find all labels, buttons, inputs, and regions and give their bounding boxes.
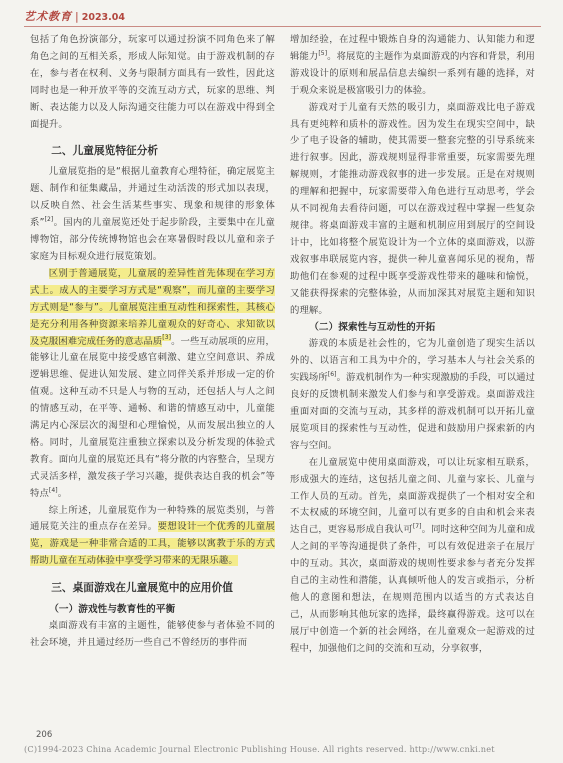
citation-ref: [6] [327, 371, 337, 379]
paragraph [290, 455, 535, 658]
journal-issue: 2023.04 [81, 12, 125, 23]
paragraph: 桌面游戏有丰富的主题性，能够使参与者体验不同的社会环境，并且通过经历一些自己不曾经历的事件而 [30, 620, 275, 649]
page-number: 206 [36, 730, 53, 740]
paragraph-text: 在儿童展览中使用桌面游戏，可以让玩家相互联系，形成强大的连结，这包括儿童之间、儿童与家长、儿童与工作人员的互动。首先，桌面游戏提供了一个相对安全和不太权威的环境空间，儿童可以有更多的自由和机会来表达自己，更容易形成自我认可 [290, 456, 535, 536]
paragraph: 游戏对于儿童有天然的吸引力，桌面游戏比电子游戏具有更纯粹和质朴的游戏性。因为发生在现实空间中，缺少了电子设备的辅助，使其需要一整套完整的引导系统来进行叙事。因此，游戏规则显得非常重要，玩家需要先理解规则，才能推动游戏叙事的进一步发展。正是在对规则的理解和把握中，玩家需要带入角色进行互动思考，学会从不同视角去看待问题，可以在游戏过程中掌握一些复杂规律。将桌面游戏丰富的主题和机制应用到展厅的空间设计中，比如将整个展览设计为一个立体的桌面游戏，以游戏叙事串联展览内容，提供一种儿童喜闻乐见的视角，帮助他们在参观的过程中既享受游戏性带来的趣味和愉悦，又能获得探索的完整体验，从而加深其对展览主题和知识的理解。 [290, 101, 535, 316]
paragraph: 包括了角色扮演部分，玩家可以通过扮演不同角色来了解角色之间的互相关系，形成人际知觉。由于游戏机制的存在，参与者在权利、义务与限制方面具有一致性，因此这同时也是一种开放平等的交流互动方式，玩家的思维、判断、表达能力以及人际沟通交往能力可以在游戏中得到全面提升。 [30, 34, 275, 130]
header-rule [24, 26, 541, 27]
paragraph [30, 164, 275, 265]
journal-brand: 艺术教育 [24, 10, 72, 23]
citation-ref: [7] [412, 523, 422, 531]
paragraph-text: 。国内的儿童展览还处于起步阶段，主要集中在儿童博物馆，部分传统博物馆也会在寒暑假时段以儿童和亲子家庭为目标观众进行展览策划。 [30, 217, 275, 262]
header-separator: | [75, 10, 79, 23]
right-column [290, 32, 535, 658]
paragraph-text: 儿童展览指的是“根据儿童教育心理特征，确定展览主题、制作和征集藏品，并通过生动活泼的形式加以表现，以反映自然、社会生活某些事实、现象和规律的形象体系” [30, 166, 275, 229]
paragraph-text: 。游戏机制作为一种实现激励的手段，可以通过良好的反馈机制来激发人们参与和享受游戏。桌面游戏注重面对面的交流与互动，其多样的游戏机制可以开拓儿童展览项目的探索性与互动性，促进和鼓励用户探索新的内容与空间。 [290, 372, 535, 451]
citation-ref: [2] [44, 216, 54, 224]
paragraph-text: 游戏的本质是社会性的，它为儿童创造了现实生活以外的、以语言和工具为中介的，学习基本人与社会关系的实践场所 [290, 338, 535, 384]
paragraph-text: 。一些互动展项的应用，能够让儿童在展览中接受感官刺激、建立空间意识、养成逻辑思维、促进认知发展、建立同伴关系并形成一定的价值观。这种互动不只是人与物的互动，还包括人与人之间的情感互动，在平等、通畅、和谐的情感互动中，儿童能满足内心深层次的渴望和心理愉悦，从而发展出独立的人格。同时，儿童展览注重独立探索以及分析发现的体验式教育。面向儿童的展览还具有“将分散的内容整合，呈现方式灵活多样，激发孩子学习兴趣，提供表达自我的机会”等特点 [30, 335, 275, 499]
paragraph [30, 503, 275, 571]
paragraph-text: 综上所述，儿童展览作为一种特殊的展览类别，与普通展览关注的重点存在差异。 [30, 504, 275, 533]
highlighted-text: 区别于普通展览，儿童展的差异性首先体现在学习方式上。成人的主要学习方式是“观察”，而儿童的主要学习方式则是“参与”。儿童展览注重互动性和探索性，其核心是充分利用各种资源来培养儿童观众的好奇心、求知欲以及克服困难完成任务的意志品质 [30, 267, 275, 347]
paragraph [290, 32, 535, 100]
section-heading: 二、儿童展览特征分析 [51, 145, 159, 158]
subsection-heading: （二）探索性与互动性的开拓 [309, 322, 436, 334]
highlighted-text: 要想设计一个优秀的儿童展览，游戏是一种非常合适的工具，能够以寓教于乐的方式帮助儿童在互动体验中享受学习带来的无限乐趣。 [30, 521, 275, 567]
citation-ref: [3] [162, 334, 172, 342]
paragraph-text: 。 [57, 487, 68, 499]
paragraph [30, 266, 275, 503]
citation-ref: [4] [48, 486, 58, 494]
citation-ref: [5] [318, 49, 328, 57]
journal-header [24, 8, 125, 24]
paragraph [290, 336, 535, 454]
section-heading: 三、桌面游戏在儿童展览中的应用价值 [51, 582, 233, 595]
paragraph-text: 。同时这种空间为儿童和成人之间的平等沟通提供了条件，可以有效促进亲子在展厅中的互动。其次，桌面游戏的规则性要求参与者充分发挥自己的主动性和潜能，认真倾听他人的发言或指示，分析他人的意图和想法，在规则范围内以适当的方式表达自己，从而影响其他玩家的选择，最终赢得游戏。这可以在展厅中创造一个新的社会网络，在儿童观众一起游戏的过程中，加强他们之间的交流和互动，分享叙事， [290, 524, 535, 654]
copyright-footer: (C)1994-2023 China Academic Journal Electronic Publishing House. All rights reserved. http://www.cnki.net [24, 744, 495, 754]
subsection-heading: （一）游戏性与教育性的平衡 [49, 604, 176, 616]
left-column [30, 32, 275, 652]
paragraph-text: 。将展览的主题作为桌面游戏的内容和背景，利用游戏设计的原则和展品信息去编织一系列有趣的选择，对于观众来说是极富吸引力的体验。 [290, 50, 535, 96]
paragraph-text: 增加经验，在过程中锻炼自身的沟通能力、认知能力和逻辑能力 [290, 34, 535, 62]
